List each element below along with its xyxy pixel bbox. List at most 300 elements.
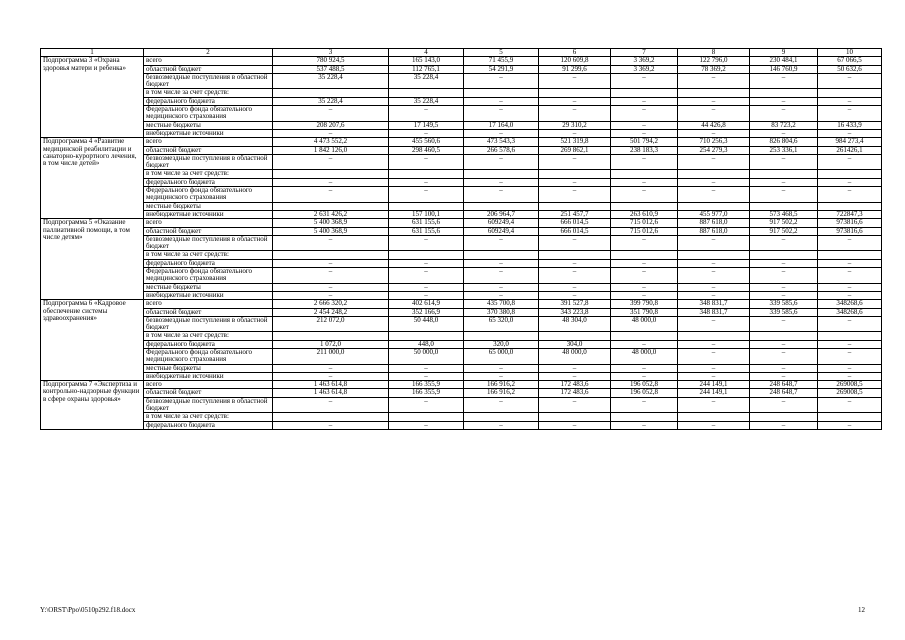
amount-cell: 973816,6 xyxy=(818,227,882,235)
amount-cell: 54 291,9 xyxy=(464,65,539,73)
table-row xyxy=(41,154,882,170)
amount-cell: 2 666 320,2 xyxy=(273,300,389,308)
amount-cell: – xyxy=(750,97,818,105)
amount-cell: 16 433,9 xyxy=(818,121,882,129)
amount-cell: 473 543,3 xyxy=(464,138,539,146)
amount-cell xyxy=(273,202,389,210)
amount-cell: 71 455,9 xyxy=(464,57,539,65)
amount-cell: – xyxy=(389,259,464,267)
amount-cell: – xyxy=(273,259,389,267)
table-row xyxy=(41,187,882,203)
amount-cell: – xyxy=(818,187,882,203)
amount-cell: 35 228,4 xyxy=(389,97,464,105)
funding-source-label: местные бюджеты xyxy=(144,364,273,372)
amount-cell: 269008,5 xyxy=(818,389,882,397)
funding-source-label: всего xyxy=(144,57,273,65)
amount-cell: – xyxy=(678,348,750,364)
amount-cell: – xyxy=(464,372,539,380)
amount-cell: – xyxy=(539,283,611,291)
amount-cell: – xyxy=(464,129,539,137)
amount-cell: 65 000,0 xyxy=(464,348,539,364)
amount-cell: – xyxy=(750,73,818,89)
amount-cell: – xyxy=(389,268,464,284)
amount-cell: – xyxy=(389,187,464,203)
amount-cell xyxy=(464,413,539,421)
table-row xyxy=(41,227,882,235)
amount-cell: 887 618,0 xyxy=(678,219,750,227)
funding-source-label: местные бюджеты xyxy=(144,121,273,129)
amount-cell: 402 614,9 xyxy=(389,300,464,308)
amount-cell xyxy=(389,251,464,259)
amount-cell: 609249,4 xyxy=(464,227,539,235)
amount-cell: – xyxy=(678,235,750,251)
funding-source-label: областной бюджет xyxy=(144,146,273,154)
amount-cell: – xyxy=(389,178,464,186)
amount-cell xyxy=(389,89,464,97)
amount-cell: 666 014,5 xyxy=(539,219,611,227)
funding-source-label: безвозмездные поступления в областной бюджет xyxy=(144,397,273,413)
table-row xyxy=(41,251,882,259)
amount-cell: – xyxy=(750,291,818,299)
amount-cell: 238 183,3 xyxy=(611,146,678,154)
amount-cell xyxy=(818,413,882,421)
funding-source-label: Федерального фонда обязательного медицинского страхования xyxy=(144,268,273,284)
amount-cell: 537 488,5 xyxy=(273,65,389,73)
amount-cell: – xyxy=(818,129,882,137)
table-row xyxy=(41,170,882,178)
funding-source-label: областной бюджет xyxy=(144,227,273,235)
amount-cell xyxy=(539,89,611,97)
amount-cell xyxy=(464,332,539,340)
amount-cell: – xyxy=(678,178,750,186)
amount-cell: – xyxy=(389,421,464,429)
funding-source-label: безвозмездные поступления в областной бюджет xyxy=(144,73,273,89)
amount-cell: 4 473 552,2 xyxy=(273,138,389,146)
table-row xyxy=(41,89,882,97)
amount-cell: – xyxy=(539,187,611,203)
amount-cell: 172 483,6 xyxy=(539,381,611,389)
amount-cell: – xyxy=(678,268,750,284)
amount-cell: 48 000,0 xyxy=(611,348,678,364)
amount-cell: – xyxy=(389,106,464,122)
funding-source-label: в том числе за счет средств: xyxy=(144,332,273,340)
amount-cell: – xyxy=(464,178,539,186)
amount-cell xyxy=(389,413,464,421)
amount-cell: 710 256,3 xyxy=(678,138,750,146)
table-row xyxy=(41,316,882,332)
table-row xyxy=(41,381,882,389)
amount-cell: 50 448,0 xyxy=(389,316,464,332)
funding-source-label: федерального бюджета xyxy=(144,340,273,348)
funding-source-label: всего xyxy=(144,219,273,227)
amount-cell: 48 304,0 xyxy=(539,316,611,332)
table-row xyxy=(41,73,882,89)
amount-cell: – xyxy=(273,364,389,372)
subprogram-title: Подпрограмма 5 «Оказание паллиативной помощи, в том числе детям» xyxy=(41,219,144,300)
amount-cell: 1 842 126,0 xyxy=(273,146,389,154)
amount-cell: – xyxy=(818,372,882,380)
amount-cell: 212 072,0 xyxy=(273,316,389,332)
amount-cell xyxy=(273,89,389,97)
amount-cell: 166 355,9 xyxy=(389,389,464,397)
amount-cell: – xyxy=(389,291,464,299)
funding-source-label: местные бюджеты xyxy=(144,202,273,210)
amount-cell: – xyxy=(389,372,464,380)
amount-cell: – xyxy=(464,291,539,299)
amount-cell: – xyxy=(611,364,678,372)
amount-cell: – xyxy=(273,154,389,170)
amount-cell xyxy=(750,251,818,259)
amount-cell: – xyxy=(818,235,882,251)
funding-source-label: безвозмездные поступления в областной бюджет xyxy=(144,235,273,251)
amount-cell: – xyxy=(273,187,389,203)
amount-cell: – xyxy=(273,291,389,299)
amount-cell: – xyxy=(750,372,818,380)
amount-cell: – xyxy=(818,291,882,299)
amount-cell: – xyxy=(678,340,750,348)
amount-cell: 211 000,0 xyxy=(273,348,389,364)
amount-cell: 666 014,5 xyxy=(539,227,611,235)
amount-cell: 253 336,1 xyxy=(750,146,818,154)
amount-cell: 2 631 426,2 xyxy=(273,210,389,218)
amount-cell: 165 143,0 xyxy=(389,57,464,65)
amount-cell xyxy=(818,332,882,340)
amount-cell: – xyxy=(678,129,750,137)
amount-cell: 206 964,7 xyxy=(464,210,539,218)
amount-cell: 339 585,6 xyxy=(750,308,818,316)
funding-source-label: в том числе за счет средств: xyxy=(144,413,273,421)
amount-cell xyxy=(611,202,678,210)
amount-cell: – xyxy=(539,235,611,251)
table-row xyxy=(41,332,882,340)
amount-cell: 112 765,1 xyxy=(389,65,464,73)
amount-cell: 631 155,6 xyxy=(389,227,464,235)
table-row xyxy=(41,348,882,364)
amount-cell: 1 463 614,8 xyxy=(273,389,389,397)
amount-cell: – xyxy=(818,340,882,348)
amount-cell: 91 299,6 xyxy=(539,65,611,73)
amount-cell: – xyxy=(389,397,464,413)
amount-cell: – xyxy=(611,106,678,122)
amount-cell: 521 319,8 xyxy=(539,138,611,146)
amount-cell: 348 831,7 xyxy=(678,308,750,316)
table-row xyxy=(41,300,882,308)
table-row xyxy=(41,210,882,218)
header-row xyxy=(41,49,882,57)
column-number: 3 xyxy=(273,49,389,57)
amount-cell xyxy=(818,251,882,259)
amount-cell: – xyxy=(750,421,818,429)
table-row xyxy=(41,413,882,421)
amount-cell: – xyxy=(611,421,678,429)
amount-cell: – xyxy=(750,259,818,267)
document-page xyxy=(40,48,864,430)
table-row xyxy=(41,364,882,372)
amount-cell: – xyxy=(750,364,818,372)
amount-cell: 352 166,9 xyxy=(389,308,464,316)
amount-cell: – xyxy=(678,316,750,332)
amount-cell: – xyxy=(818,268,882,284)
table-row xyxy=(41,65,882,73)
amount-cell: 172 483,6 xyxy=(539,389,611,397)
amount-cell: 722847,3 xyxy=(818,210,882,218)
amount-cell: – xyxy=(539,106,611,122)
amount-cell: 887 618,0 xyxy=(678,227,750,235)
table-row xyxy=(41,397,882,413)
amount-cell: – xyxy=(750,187,818,203)
amount-cell: – xyxy=(389,364,464,372)
amount-cell: 50 632,6 xyxy=(818,65,882,73)
amount-cell xyxy=(678,170,750,178)
amount-cell: 35 228,4 xyxy=(273,97,389,105)
amount-cell: – xyxy=(273,283,389,291)
amount-cell: – xyxy=(818,97,882,105)
amount-cell: – xyxy=(611,154,678,170)
amount-cell: – xyxy=(750,316,818,332)
amount-cell: 48 000,0 xyxy=(611,316,678,332)
amount-cell: – xyxy=(611,129,678,137)
amount-cell: 348 831,7 xyxy=(678,300,750,308)
funding-source-label: федерального бюджета xyxy=(144,178,273,186)
table-row xyxy=(41,138,882,146)
amount-cell xyxy=(611,332,678,340)
amount-cell: – xyxy=(611,291,678,299)
subprogram-title: Подпрограмма 3 «Охрана здоровья матери и ребенка» xyxy=(41,57,144,138)
amount-cell: 196 052,8 xyxy=(611,381,678,389)
funding-source-label: федерального бюджета xyxy=(144,259,273,267)
amount-cell: – xyxy=(750,340,818,348)
amount-cell: 370 380,8 xyxy=(464,308,539,316)
amount-cell: – xyxy=(539,178,611,186)
amount-cell xyxy=(389,332,464,340)
amount-cell xyxy=(539,251,611,259)
amount-cell: – xyxy=(539,397,611,413)
amount-cell: 348268,6 xyxy=(818,308,882,316)
table-row xyxy=(41,372,882,380)
amount-cell: – xyxy=(273,235,389,251)
funding-source-label: безвозмездные поступления в областной бюджет xyxy=(144,154,273,170)
amount-cell: – xyxy=(464,259,539,267)
amount-cell: 1 463 614,8 xyxy=(273,381,389,389)
amount-cell: 248 648,7 xyxy=(750,381,818,389)
budget-table xyxy=(40,48,882,430)
amount-cell: – xyxy=(611,268,678,284)
amount-cell: – xyxy=(464,106,539,122)
amount-cell: – xyxy=(611,121,678,129)
amount-cell: – xyxy=(611,187,678,203)
amount-cell: – xyxy=(678,397,750,413)
amount-cell xyxy=(464,251,539,259)
amount-cell: 266 578,6 xyxy=(464,146,539,154)
amount-cell: – xyxy=(389,283,464,291)
amount-cell xyxy=(539,170,611,178)
amount-cell: – xyxy=(678,154,750,170)
funding-source-label: внебюджетные источники xyxy=(144,372,273,380)
funding-source-label: безвозмездные поступления в областной бюджет xyxy=(144,316,273,332)
amount-cell: – xyxy=(464,268,539,284)
table-row xyxy=(41,178,882,186)
funding-source-label: в том числе за счет средств: xyxy=(144,89,273,97)
amount-cell: – xyxy=(678,97,750,105)
amount-cell xyxy=(539,202,611,210)
amount-cell xyxy=(273,413,389,421)
amount-cell: 826 804,6 xyxy=(750,138,818,146)
amount-cell: – xyxy=(818,73,882,89)
amount-cell: – xyxy=(611,73,678,89)
amount-cell: – xyxy=(611,283,678,291)
amount-cell: – xyxy=(611,97,678,105)
file-path: Y:\ORST\Ppo\0510p292.f18.docx xyxy=(40,606,136,614)
column-number: 9 xyxy=(750,49,818,57)
amount-cell: 448,0 xyxy=(389,340,464,348)
funding-source-label: Федерального фонда обязательного медицинского страхования xyxy=(144,106,273,122)
column-number: 6 xyxy=(539,49,611,57)
amount-cell: 35 228,4 xyxy=(389,73,464,89)
funding-source-label: федерального бюджета xyxy=(144,421,273,429)
amount-cell: – xyxy=(678,372,750,380)
table-row xyxy=(41,235,882,251)
amount-cell: – xyxy=(750,154,818,170)
amount-cell: 3 369,2 xyxy=(611,65,678,73)
amount-cell: 501 794,2 xyxy=(611,138,678,146)
funding-source-label: в том числе за счет средств: xyxy=(144,251,273,259)
amount-cell xyxy=(611,170,678,178)
amount-cell: – xyxy=(389,129,464,137)
amount-cell xyxy=(678,413,750,421)
amount-cell: – xyxy=(678,283,750,291)
amount-cell: 248 648,7 xyxy=(750,389,818,397)
funding-source-label: в том числе за счет средств: xyxy=(144,170,273,178)
amount-cell: – xyxy=(273,268,389,284)
table-row xyxy=(41,146,882,154)
amount-cell: – xyxy=(273,397,389,413)
amount-cell: – xyxy=(539,73,611,89)
amount-cell: 263 610,9 xyxy=(611,210,678,218)
amount-cell xyxy=(389,202,464,210)
amount-cell: – xyxy=(539,154,611,170)
amount-cell: 973816,6 xyxy=(818,219,882,227)
amount-cell: 917 502,2 xyxy=(750,227,818,235)
amount-cell: – xyxy=(464,154,539,170)
amount-cell: – xyxy=(464,364,539,372)
amount-cell: 780 924,5 xyxy=(273,57,389,65)
amount-cell: – xyxy=(464,421,539,429)
amount-cell: – xyxy=(273,421,389,429)
amount-cell: 343 223,8 xyxy=(539,308,611,316)
funding-source-label: всего xyxy=(144,300,273,308)
amount-cell: 269008,5 xyxy=(818,381,882,389)
amount-cell: – xyxy=(750,235,818,251)
amount-cell xyxy=(611,251,678,259)
amount-cell: 208 207,6 xyxy=(273,121,389,129)
amount-cell: – xyxy=(678,364,750,372)
amount-cell: – xyxy=(818,283,882,291)
amount-cell: 5 400 368,9 xyxy=(273,219,389,227)
amount-cell: – xyxy=(818,106,882,122)
amount-cell: 917 502,2 xyxy=(750,219,818,227)
amount-cell xyxy=(273,170,389,178)
amount-cell: – xyxy=(678,291,750,299)
funding-source-label: федерального бюджета xyxy=(144,97,273,105)
amount-cell xyxy=(464,89,539,97)
table-row xyxy=(41,389,882,397)
subprogram-title: Подпрограмма 4 «Развитие медицинской реабилитации и санаторно-курортного лечения, в том числе детей» xyxy=(41,138,144,219)
amount-cell xyxy=(389,170,464,178)
table-row xyxy=(41,308,882,316)
amount-cell: – xyxy=(818,154,882,170)
amount-cell xyxy=(818,89,882,97)
amount-cell: 984 273,4 xyxy=(818,138,882,146)
column-number: 8 xyxy=(678,49,750,57)
table-row xyxy=(41,106,882,122)
amount-cell xyxy=(678,251,750,259)
amount-cell: – xyxy=(678,73,750,89)
amount-cell: 17 149,5 xyxy=(389,121,464,129)
amount-cell xyxy=(611,413,678,421)
amount-cell: – xyxy=(818,259,882,267)
column-number: 7 xyxy=(611,49,678,57)
amount-cell: 17 164,0 xyxy=(464,121,539,129)
funding-source-label: областной бюджет xyxy=(144,65,273,73)
subprogram-title: Подпрограмма 6 «Кадровое обеспечение системы здравоохранения» xyxy=(41,300,144,381)
amount-cell: – xyxy=(750,106,818,122)
amount-cell: – xyxy=(818,178,882,186)
funding-source-label: Федерального фонда обязательного медицинского страхования xyxy=(144,348,273,364)
page-number: 12 xyxy=(858,606,865,614)
amount-cell: – xyxy=(678,259,750,267)
amount-cell xyxy=(818,170,882,178)
subprogram-title: Подпрограмма 7 «Экспертиза и контрольно-надзорные функции в сфере охраны здоровья» xyxy=(41,381,144,430)
amount-cell: – xyxy=(611,372,678,380)
amount-cell: – xyxy=(678,421,750,429)
amount-cell: 48 000,0 xyxy=(539,348,611,364)
amount-cell: 78 369,2 xyxy=(678,65,750,73)
funding-source-label: всего xyxy=(144,138,273,146)
amount-cell: – xyxy=(818,397,882,413)
amount-cell: – xyxy=(464,97,539,105)
amount-cell: 3 369,2 xyxy=(611,57,678,65)
funding-source-label: местные бюджеты xyxy=(144,283,273,291)
amount-cell: 83 723,2 xyxy=(750,121,818,129)
amount-cell: 67 066,5 xyxy=(818,57,882,65)
column-number: 10 xyxy=(818,49,882,57)
amount-cell xyxy=(464,170,539,178)
amount-cell: – xyxy=(539,259,611,267)
amount-cell: 269 862,1 xyxy=(539,146,611,154)
amount-cell: – xyxy=(539,421,611,429)
amount-cell: 65 320,0 xyxy=(464,316,539,332)
column-number: 5 xyxy=(464,49,539,57)
amount-cell: 351 790,8 xyxy=(611,308,678,316)
amount-cell: – xyxy=(611,178,678,186)
amount-cell xyxy=(464,202,539,210)
amount-cell xyxy=(273,251,389,259)
amount-cell: – xyxy=(273,129,389,137)
table-row xyxy=(41,291,882,299)
amount-cell: 230 484,1 xyxy=(750,57,818,65)
amount-cell: 166 916,2 xyxy=(464,389,539,397)
funding-source-label: Федерального фонда обязательного медицинского страхования xyxy=(144,187,273,203)
amount-cell: 304,0 xyxy=(539,340,611,348)
amount-cell: – xyxy=(273,106,389,122)
amount-cell: 609249,4 xyxy=(464,219,539,227)
amount-cell: 254 279,3 xyxy=(678,146,750,154)
amount-cell xyxy=(750,89,818,97)
amount-cell: – xyxy=(678,106,750,122)
amount-cell: 573 468,5 xyxy=(750,210,818,218)
amount-cell: – xyxy=(818,364,882,372)
table-row xyxy=(41,57,882,65)
